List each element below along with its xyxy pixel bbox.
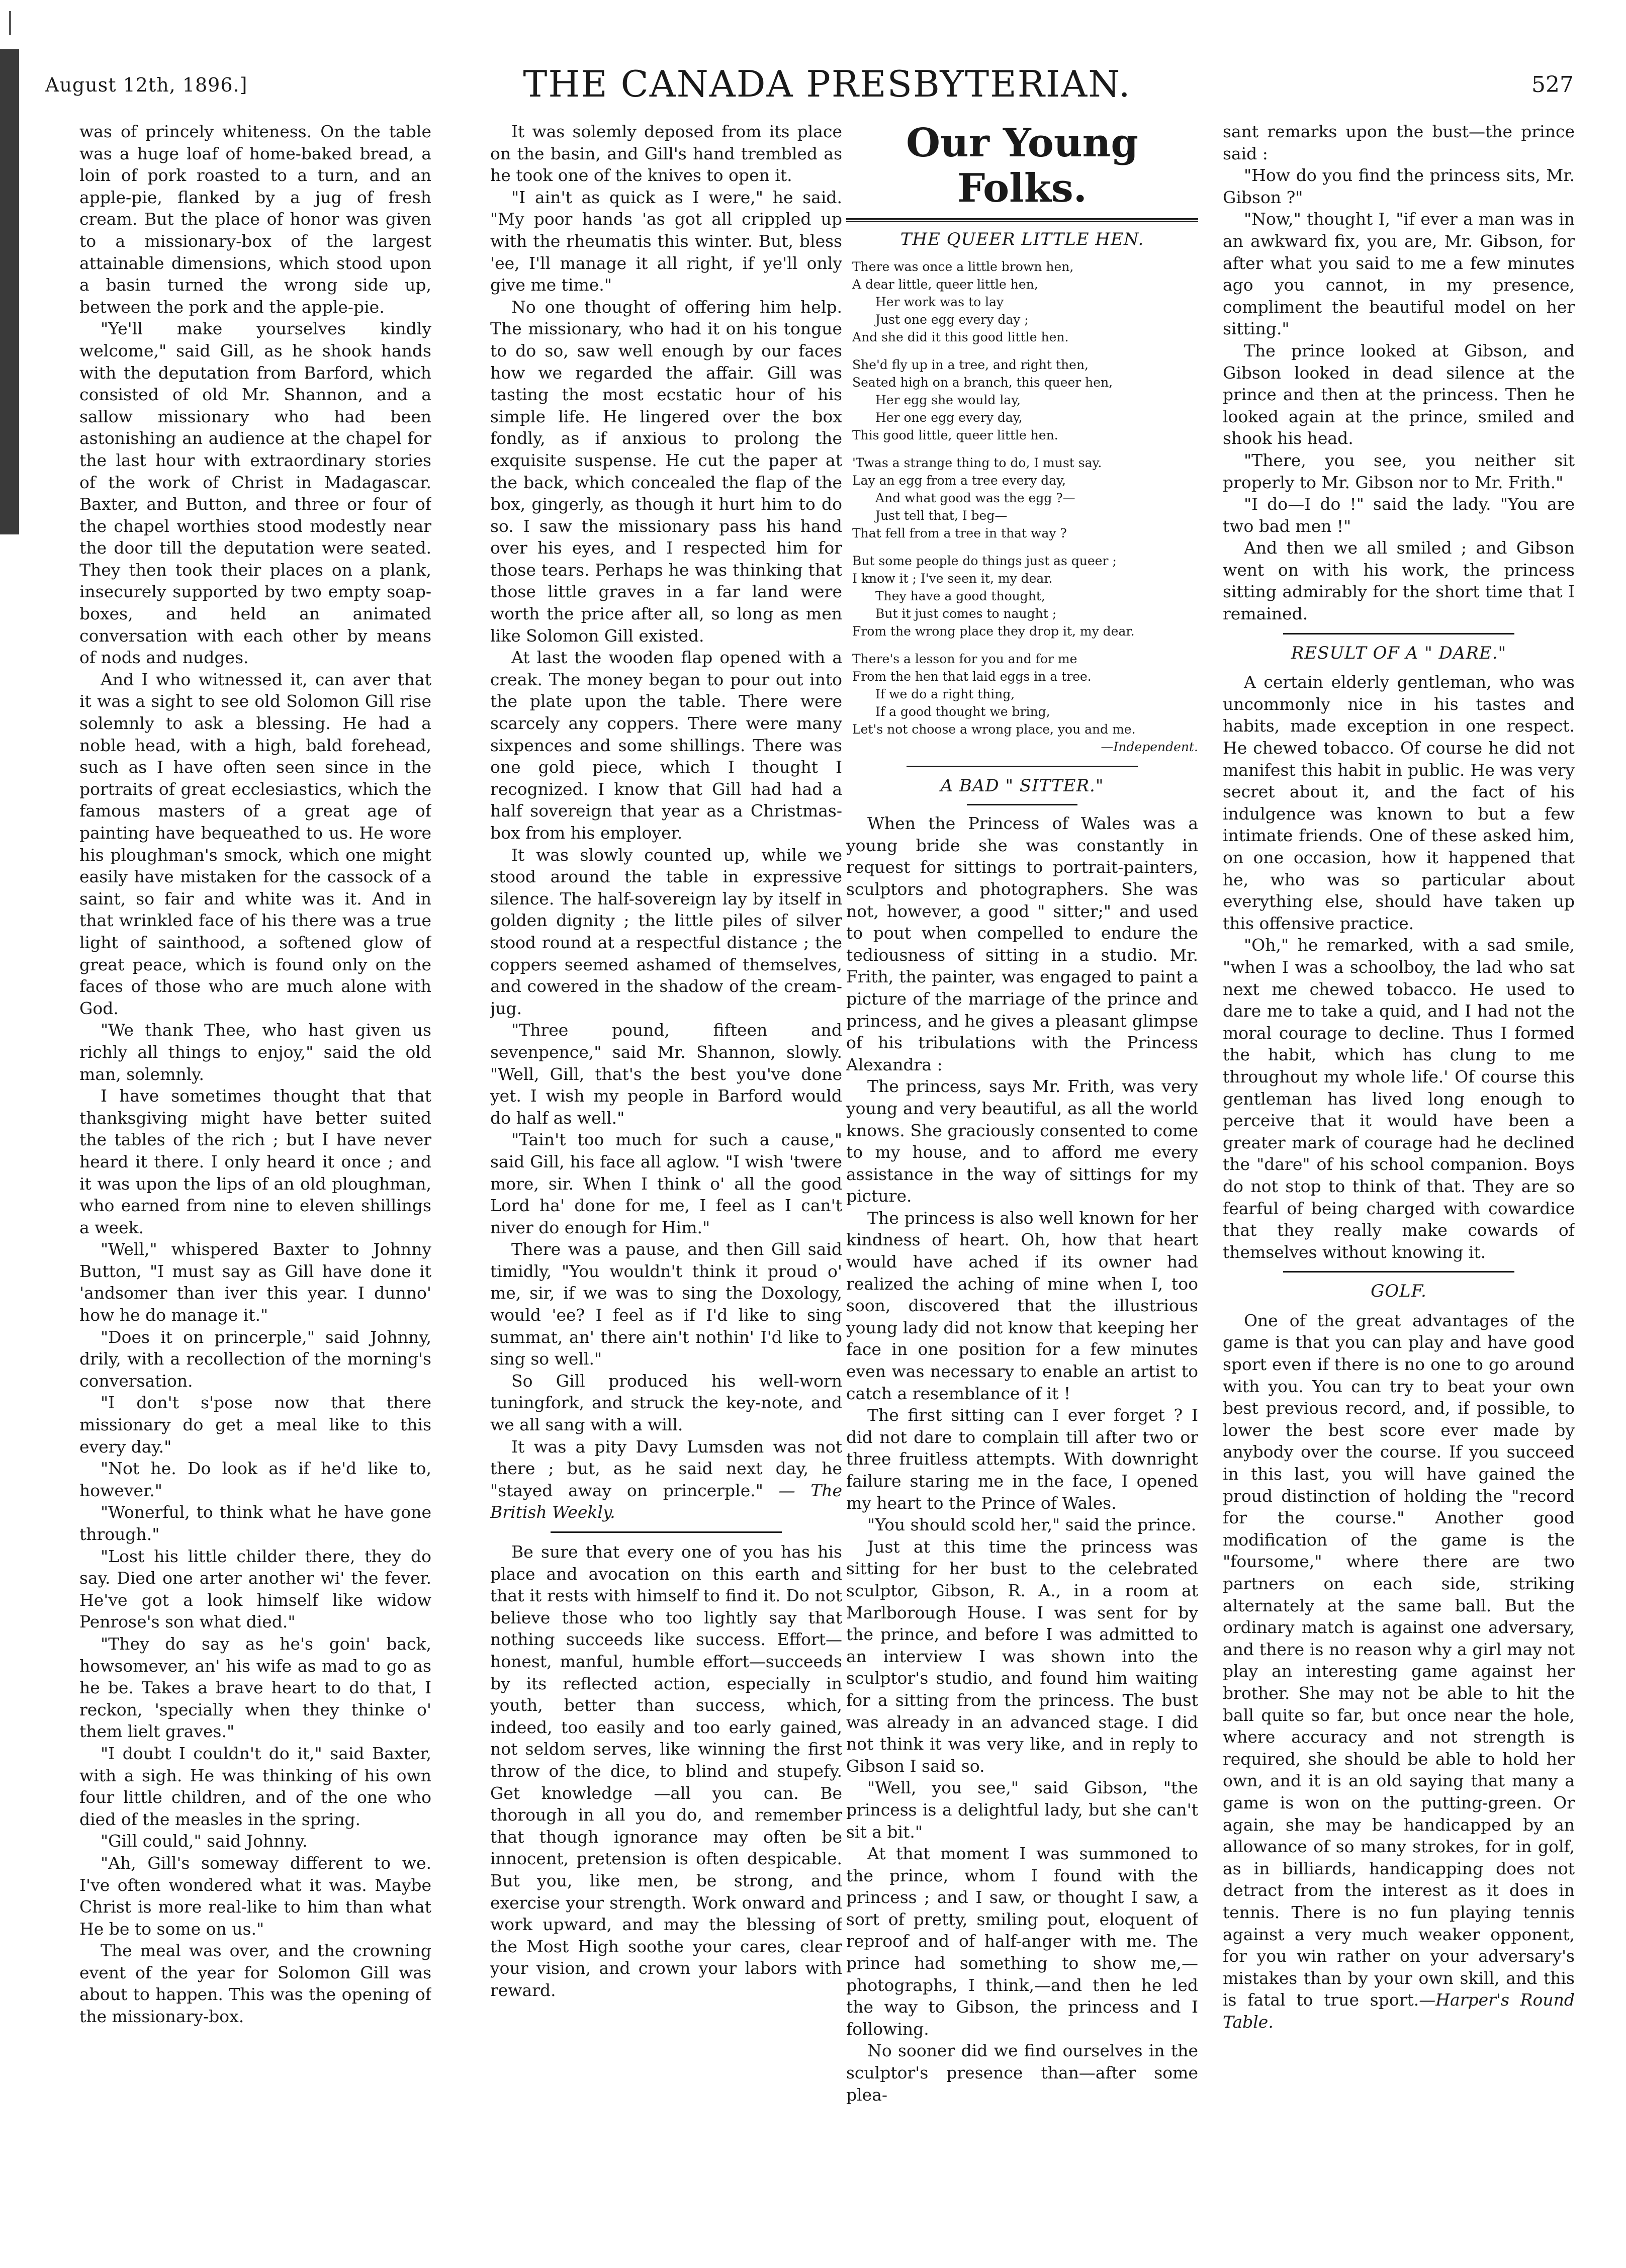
paragraph: "There, you see, you neither sit properly to Mr. Gibson nor to Mr. Frith.": [1223, 450, 1575, 492]
paragraph: "Not he. Do look as if he'd like to, however.": [79, 1459, 431, 1500]
paragraph: "How do you find the princess sits, Mr. Gibson ?": [1223, 165, 1575, 207]
paragraph: "Gill could," said Johnny.: [101, 1831, 308, 1851]
poem-line: Her egg she would lay,: [875, 392, 1021, 407]
paragraph: There was a pause, and then Gill said timidly, "You wouldn't think it proud o' me, sir, if we was to sing the Doxology, would 'ee? I feel as if I'd like to sing summat, an' there ain't nothin' I'd like to sing so well.": [490, 1239, 842, 1369]
paragraph: "I do—I do !" said the lady. "You are two bad men !": [1223, 494, 1575, 536]
paragraph: "We thank Thee, who hast given us richly all things to enjoy," said the old man, solemnly.: [79, 1020, 431, 1084]
poem-line: But it just comes to naught ;: [875, 606, 1057, 621]
paragraph: "Lost his little childer there, they do say. Died one arter another wi' the fever. He've got a look himself like widow Penrose's son what died.": [79, 1546, 431, 1632]
double-rule: [846, 218, 1198, 222]
paragraph: "Three pound, fifteen and sevenpence," said Mr. Shannon, slowly. "Well, Gill, that's the best you've done yet. I wish my people in Barford would do half as well.": [490, 1020, 842, 1128]
paragraph: I have sometimes thought that that thanksgiving might have better suited the tables of the rich ; but I have never heard it there. I only heard it once ; and it was upon the lips of an old ploughman, who earned from nine to eleven shillings a week.: [79, 1086, 431, 1237]
column-4: [1223, 121, 1575, 2247]
paragraph: When the Princess of Wales was a young bride she was constantly in request for sittings to portrait-painters, sculptors and photographers. She was not, however, a good " sitter;" and used to pout when compelled to endure the tediousness of sitting in a studio. Mr. Frith, the painter, was engaged to paint a picture of the marriage of the prince and princess, and he gives a pleasant glimpse of his tribulations with the Princess Alexandra :: [846, 813, 1198, 1074]
poem-line: Lay an egg from a tree every day,: [852, 473, 1066, 488]
issue-date: August 12th, 1896.]: [45, 74, 248, 96]
column-3: [846, 121, 1198, 2247]
paragraph: "Oh," he remarked, with a sad smile, "when I was a schoolboy, the lad who sat next me chewed tobacco. He used to dare me to take a quid, and I had not the moral courage to decline. Thus I formed the habit, which has clung to me throughout my whole life.' Of course this gentleman has lived long enough to perceive that it would have been a greater mark of courage had he declined the "dare" of his school companion. Boys do not stop to think of that. They are so fearful of being charged with cowardice that they really make cowards of themselves without knowing it.: [1223, 935, 1575, 1262]
paragraph: [490, 1436, 842, 1523]
paragraph: A certain elderly gentleman, who was uncommonly nice in his tastes and habits, made exception in one respect. He chewed tobacco. Of course he did not manifest this habit in public. He was very secret about it, and the fact of his indulgence was known to but a few intimate friends. One of these asked him, on one occasion, how it happened that he, who was so particular about everything else, should have taken up this offensive practice.: [1223, 672, 1575, 933]
paragraph: "They do say as he's goin' back, howsomever, an' his wife as mad to go as he be. Takes a brave heart to do that, I reckon, 'specially when they thinke o' them lielt graves.": [79, 1634, 431, 1742]
paragraph: "I ain't as quick as I were," he said. "My poor hands 'as got all crippled up with the rheumatis this winter. But, bless 'ee, I'll manage it all right, if ye'll only give me time.": [490, 187, 842, 295]
column-1: [79, 121, 431, 2247]
paragraph: At last the wooden flap opened with a creak. The money began to pour out into the plate upon the table. There were scarcely any coppers. There were many sixpences and some shillings. There was one gold piece, which I thought I recognized. I know that Gill had had a half sovereign that year as a Christmas-box from his employer.: [490, 648, 842, 843]
story-title: A BAD " SITTER.": [940, 775, 1104, 796]
poem-line: A dear little, queer little hen,: [852, 277, 1038, 292]
paragraph-text: It was a pity Davy Lumsden was not there ; but, as he said next day, he "stayed away on princerple.": [490, 1436, 842, 1500]
paragraph: Just at this time the princess was sitting for her bust to the celebrated sculptor, Gibson, R. A., in a room at Marlborough House. I was sent for by the prince, and before I was admitted to an interview I was shown into the sculptor's studio, and found him waiting for a sitting from the princess. The bust was already in an advanced stage. I did not think it was very like, and in reply to Gibson I said so.: [846, 1536, 1198, 1776]
binding-edge: [0, 49, 19, 534]
paragraph: And then we all smiled ; and Gibson went on with his work, the princess sitting admirably for the short time that I remained.: [1223, 538, 1575, 624]
paragraph: "Well," whispered Baxter to Johnny Button, "I must say as Gill have done it 'andsomer than iver this year. I dunno' how he do manage it.": [79, 1239, 431, 1325]
poem-line: Let's not choose a wrong place, you and me.: [852, 721, 1136, 737]
poem-line: Just tell that, I beg—: [875, 508, 1008, 523]
divider: [1283, 1271, 1514, 1273]
dare-title: RESULT OF A " DARE.": [1291, 643, 1507, 663]
poem-line: There was once a little brown hen,: [852, 259, 1074, 274]
poem-line: I know it ; I've seen it, my dear.: [852, 571, 1053, 586]
poem-line: They have a good thought,: [875, 588, 1045, 603]
poem-line: Just one egg every day ;: [875, 312, 1029, 327]
newspaper-title: THE CANADA PRESBYTERIAN.: [523, 63, 1131, 105]
divider: [1283, 633, 1514, 634]
poem-line: Her work was to lay: [875, 294, 1004, 309]
poem-line: And she did it this good little hen.: [852, 329, 1069, 344]
poem-line: From the hen that laid eggs in a tree.: [852, 669, 1092, 684]
paragraph: The meal was over, and the crowning event of the year for Solomon Gill was about to happen. This was the opening of the missionary-box.: [79, 1941, 431, 2027]
paragraph: [1223, 1310, 1575, 2033]
section-title: Our Young Folks.: [906, 121, 1138, 211]
poem-line: She'd fly up in a tree, and right then,: [852, 357, 1089, 372]
poem-attribution: —Independent.: [1101, 739, 1198, 754]
poem-title: THE QUEER LITTLE HEN.: [900, 229, 1144, 249]
paragraph: was of princely whiteness. On the table was a huge loaf of home-baked bread, a loin of pork roasted to a turn, and an apple-pie, flanked by a jug of fresh cream. But the place of honor was given to a missionary-box of the largest attainable dimensions, which stood upon a basin turned the wrong side up, between the pork and the apple-pie.: [79, 122, 431, 317]
poem-line: That fell from a tree in that way ?: [852, 525, 1067, 540]
poem-line: If a good thought we bring,: [875, 704, 1050, 719]
paragraph: The princess is also well known for her kindness of heart. Oh, how that heart would have ached if its owner had realized the aching of mine when I, too soon, discovered that the illustrious young lady did not know that keeping her face in one position for a few minutes even was necessary to enable an artist to catch a resemblance of it !: [846, 1208, 1198, 1403]
paragraph-text: One of the great advantages of the game is that you can play and have good sport even if there is no one to go around with you. You can try to beat your own best previous record, and, if possible, to lower the best score ever made by anybody over the course. If you succeed in this last, you will have gained the proud distinction of holding the "record for the course." Another good modification of the game is the "foursome," where there are two partners on each side, striking alternately at the same ball. But the ordinary match is against one adversary, and there is no reason why a girl may not play an interesting game against her brother. She may not be able to hit the ball quite so far, but once near the hole, where accuracy and not strength is required, she should be able to hold her own, and it is an old saying that many a game is won on the putting-green. Or again, she may be handicapped by an allowance of so many strokes, for in golf, as in billiards, handicapping does not detract from the interest as it does in tennis. There is no fun playing tennis against a very much weaker opponent, for you win rather on your adversary's mistakes than by your own skill, and this is fatal to true sport.: [1223, 1310, 1575, 2010]
poem-line: Seated high on a branch, this queer hen,: [852, 375, 1113, 390]
paragraph: At that moment I was summoned to the prince, whom I found with the princess ; and I saw, or thought I saw, a sort of pretty, smiling pout, eloquent of reproof and of half-anger with me. The prince had something to show me,—photographs, I think,—and then he led the way to Gibson, the princess and I following.: [846, 1844, 1198, 2039]
paragraph: So Gill produced his well-worn tuningfork, and struck the key-note, and we all sang with a will.: [490, 1371, 842, 1435]
golf-title: GOLF.: [1371, 1281, 1427, 1302]
binding-mark: [9, 11, 11, 35]
paragraph: "I don't s'pose now that there missionary do get a meal like to this every day.": [79, 1393, 431, 1457]
stanza-break: [852, 542, 1198, 552]
paragraph: No one thought of offering him help. The missionary, who had it on his tongue to do so, saw well enough by our faces how we regarded the affair. Gill was tasting the most ecstatic hour of his simple life. He lingered over the box fondly, as if anxious to prolong the exquisite suspense. He cut the paper at the back, which concealed the flap of the box, gingerly, as though it hurt him to do so. I saw the missionary pass his hand over his eyes, and I respected him for those tears. Perhaps he was thinking that those little graves in a far land were worth the price after all, so long as men like Solomon Gill existed.: [490, 297, 842, 646]
paragraph: It was solemly deposed from its place on the basin, and Gill's hand trembled as he took one of the knives to open it.: [490, 122, 842, 186]
divider: [907, 766, 1138, 767]
paragraph: "Wonerful, to think what he have gone through.": [79, 1502, 431, 1544]
paragraph: "Now," thought I, "if ever a man was in an awkward fix, you are, Mr. Gibson, for after what you said to me a few minutes ago you cannot, in my presence, compliment the beautiful model on her sitting.": [1223, 209, 1575, 339]
source-attribution: — The British Weekly.: [490, 1480, 842, 1522]
poem-line: There's a lesson for you and for me: [852, 651, 1077, 666]
poem-line: If we do a right thing,: [875, 686, 1015, 701]
poem-line: This good little, queer little hen.: [852, 427, 1058, 442]
paragraph: No sooner did we find ourselves in the sculptor's presence than—after some plea-: [846, 2041, 1198, 2105]
paragraph: "You should scold her," said the prince.: [867, 1515, 1197, 1535]
masthead: [45, 63, 1609, 113]
paragraph: "I doubt I couldn't do it," said Baxter, with a sigh. He was thinking of his own four little children, and of the one who died of the measles in the spring.: [79, 1743, 431, 1829]
stanza-break: [852, 640, 1198, 650]
poem-line: From the wrong place they drop it, my dear.: [852, 623, 1135, 639]
closing-paragraph: Be sure that every one of you has his place and avocation on this earth and that it rests with himself to find it. Do not believe those who too lightly say that nothing succeeds like success. Effort—honest, manful, humble effort—succeeds by its reflected action, especially in youth, better than success, which, indeed, too easily and too early gained, not seldom serves, like winning the first throw of the dice, to blind and stupefy. Get knowledge —all you can. Be thorough in all you do, and remember that though ignorance may often be innocent, pretension is often despicable. But you, like men, be strong, and exercise your strength. Work onward and work upward, and may the blessing of the Most High soothe your cares, clear your vision, and crown your labors with reward.: [490, 1542, 842, 2000]
paragraph: The prince looked at Gibson, and Gibson looked in dead silence at the prince and then at the princess. Then he looked again at the prince, smiled and shook his head.: [1223, 340, 1575, 448]
paragraph: The princess, says Mr. Frith, was very young and very beautiful, as all the world knows. She graciously consented to come to my house, and to afford me every assistance in the way of sittings for my picture.: [846, 1076, 1198, 1206]
paragraph: sant remarks upon the bust—the prince said :: [1223, 122, 1575, 163]
poem: [852, 258, 1198, 756]
poem-line: And what good was the egg ?—: [875, 490, 1075, 505]
poem-line: 'Twas a strange thing to do, I must say.: [852, 455, 1102, 470]
paragraph: "Ah, Gill's someway different to we. I've often wondered what it was. Maybe Christ is more real-like to him than what He be to some on us.": [79, 1853, 431, 1939]
divider: [967, 804, 1077, 805]
stanza-break: [852, 444, 1198, 454]
stanza-break: [852, 346, 1198, 356]
paragraph: "Tain't too much for such a cause," said Gill, his face all aglow. "I wish 'twere more, sir. When I think o' all the good Lord ha' done for me, I feel as I can't niver do enough for Him.": [490, 1130, 842, 1237]
divider: [551, 1531, 782, 1533]
paragraph: And I who witnessed it, can aver that it was a sight to see old Solomon Gill rise solemnly to ask a blessing. He had a noble head, with a high, bald forehead, such as I have often seen since in the portraits of great ecclesiastics, which the famous masters of a great age of painting have bequeathed to us. He wore his ploughman's smock, which one might easily have mistaken for the cassock of a saint, so fair and white was it. And in that wrinkled face of his there was a true light of sainthood, a softened glow of great peace, which is found only on the faces of those who are much alone with God.: [79, 669, 431, 1018]
column-2: [490, 121, 842, 2247]
source-attribution: —Harper's Round Table.: [1223, 1990, 1575, 2032]
paragraph: "Does it on princerple," said Johnny, drily, with a recollection of the morning's conversation.: [79, 1327, 431, 1391]
paragraph: It was slowly counted up, while we stood around the table in expressive silence. The half-sovereign lay by itself in golden dignity ; the little piles of silver stood round at a respectful distance ; the coppers seemed ashamed of themselves, and cowered in the shadow of the cream-jug.: [490, 845, 842, 1018]
paragraph: "Well, you see," said Gibson, "the princess is a delightful lady, but she can't sit a bit.": [846, 1778, 1198, 1842]
page-number: 527: [1531, 72, 1574, 98]
poem-line: Her one egg every day,: [875, 410, 1023, 425]
paragraph: "Ye'll make yourselves kindly welcome," said Gill, as he shook hands with the deputation from Barford, which consisted of old Mr. Shannon, and a sallow missionary who had been astonishing an audience at the chapel for the last hour with extraordinary stories of the work of Christ in Madagascar. Baxter, and Button, and three or four of the chapel worthies stood modestly near the door till the deputation were seated. They then took their places on a plank, insecurely supported by two empty soap-boxes, and held an animated conversation with each other by means of nods and nudges.: [79, 319, 431, 668]
paragraph: The first sitting can I ever forget ? I did not dare to complain till after two or three fruitless attempts. With downright failure staring me in the face, I opened my heart to the Prince of Wales.: [846, 1405, 1198, 1513]
poem-line: But some people do things just as queer ;: [852, 553, 1117, 568]
